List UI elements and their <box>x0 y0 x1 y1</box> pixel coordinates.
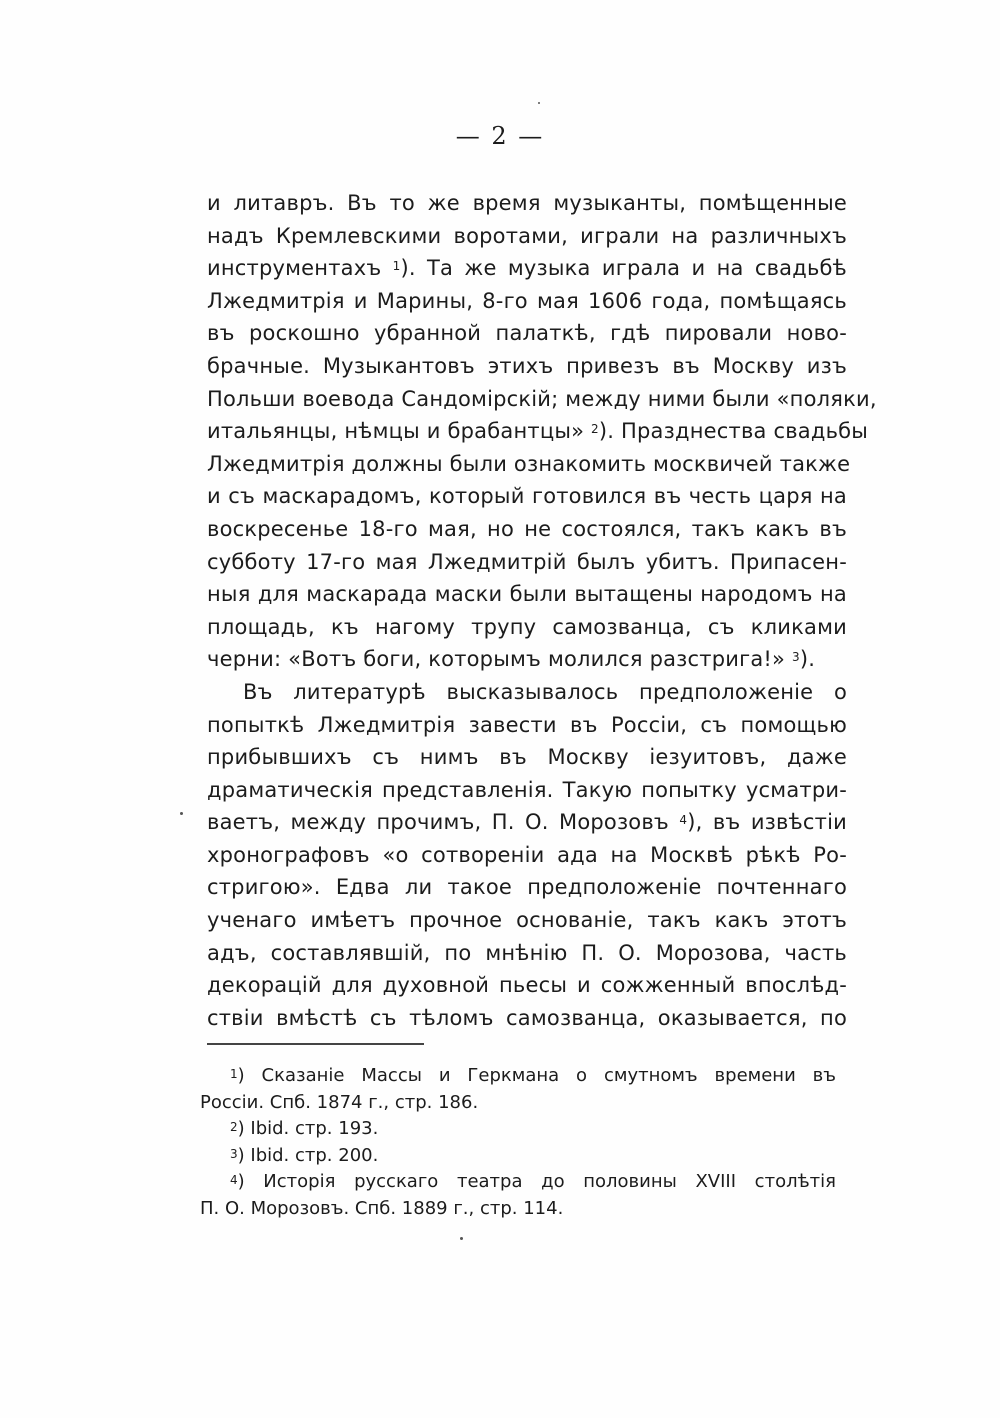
footnote-divider <box>207 1043 424 1045</box>
text-fragment: ). <box>799 647 816 672</box>
text-line: декорацій для духовной пьесы и сожженный впослѣд- <box>207 973 847 998</box>
footnote-text: ) Ibid. стр. 200. <box>237 1144 379 1166</box>
text-line: брачные. Музыкантовъ этихъ привезъ въ Москву изъ <box>207 353 847 378</box>
footnote-ref[interactable]: 1 <box>392 259 401 274</box>
footnote-text: ) Сказаніе Массы и Геркмана о смутномъ времени въ <box>237 1065 836 1086</box>
footnote-mark: 2 <box>230 1120 238 1134</box>
text-line: ученаго имѣетъ прочное основаніе, такъ какъ этотъ <box>207 908 847 933</box>
text-line <box>207 415 869 448</box>
footnote-line <box>200 1116 836 1143</box>
footnote-text: ) Исторія русскаго театра до половины XVIII столѣтія <box>237 1171 836 1192</box>
footnote-line <box>200 1169 836 1196</box>
text-line: Польши воевода Сандомірскій; между ними были «поляки, <box>207 386 877 411</box>
footnote-line <box>200 1196 836 1223</box>
text-line: въ роскошно убранной палаткѣ, гдѣ пировали ново- <box>207 321 847 346</box>
text-line: ныя для маскарада маски были вытащены народомъ на <box>207 582 847 607</box>
main-text <box>207 187 877 1034</box>
text-fragment: итальянцы, нѣмцы и брабантцы» <box>207 419 585 444</box>
text-line-indented: Въ литературѣ высказывалось предположеніе о <box>243 679 847 704</box>
text-line: надъ Кремлевскими воротами, играли на различныхъ <box>207 223 847 248</box>
text-line: и съ маскарадомъ, который готовился въ честь царя на <box>207 484 847 509</box>
footnote-line <box>200 1090 836 1117</box>
text-fragment: ). Празднества свадьбы <box>598 419 869 444</box>
text-fragment: ). Та же музыка играла и на свадьбѣ <box>400 256 847 281</box>
text-line: драматическія представленія. Такую попытку усматри- <box>207 777 847 802</box>
footnote-mark: 4 <box>230 1173 238 1187</box>
footnote-text: П. О. Морозовъ. Спб. 1889 г., стр. 114. <box>200 1197 564 1219</box>
page-number: — 2 — <box>455 122 545 150</box>
footnote-ref[interactable]: 2 <box>591 422 599 437</box>
footnote-mark: 3 <box>230 1146 238 1161</box>
text-line: хронографовъ «о сотвореніи ада на Москвѣ рѣкѣ Ро- <box>207 842 847 867</box>
text-line: площадь, къ нагому трупу самозванца, съ кликами <box>207 614 847 639</box>
footnote-text: ) Ibid. стр. 193. <box>237 1118 379 1139</box>
scan-speck <box>460 1237 463 1240</box>
footnote-text: Россіи. Спб. 1874 г., стр. 186. <box>200 1091 479 1113</box>
footnotes <box>200 1063 836 1222</box>
text-fragment: ), въ извѣстіи <box>687 810 847 835</box>
text-line: воскресенье 18-го мая, но не состоялся, такъ какъ въ <box>207 516 847 541</box>
text-fragment: черни: «Вотъ боги, которымъ молился разстрига!» <box>207 647 786 672</box>
text-fragment: инструментахъ <box>207 256 382 281</box>
text-line: субботу 17-го мая Лжедмитрій былъ убитъ. Припасен- <box>207 549 847 574</box>
text-line <box>207 806 847 839</box>
footnote-mark: 1 <box>230 1067 238 1081</box>
text-line <box>207 252 847 285</box>
text-line: ствіи вмѣстѣ съ тѣломъ самозванца, оказывается, по <box>207 1005 847 1030</box>
text-fragment: ваетъ, между прочимъ, П. О. Морозовъ <box>207 810 669 835</box>
footnote-line <box>200 1063 836 1090</box>
scan-speck <box>180 812 183 815</box>
text-line: попыткѣ Лжедмитрія завести въ Россіи, съ помощью <box>207 712 847 737</box>
footnote-line <box>200 1143 836 1170</box>
text-line: стригою». Едва ли такое предположеніе почтеннаго <box>207 875 847 900</box>
text-line <box>207 643 847 676</box>
text-line: прибывшихъ съ нимъ въ Москву іезуитовъ, даже <box>207 745 847 770</box>
text-line: адъ, составлявшій, по мнѣнію П. О. Морозова, часть <box>207 940 847 965</box>
text-line: Лжедмитрія и Марины, 8-го мая 1606 года, помѣщаясь <box>207 288 847 313</box>
text-line: и литавръ. Въ то же время музыканты, помѣщенные <box>207 191 847 215</box>
footnote-ref[interactable]: 3 <box>791 650 800 665</box>
footnote-ref[interactable]: 4 <box>679 813 688 828</box>
scan-speck <box>538 102 540 104</box>
text-line: Лжедмитрія должны были ознакомить москвичей также <box>207 451 851 476</box>
